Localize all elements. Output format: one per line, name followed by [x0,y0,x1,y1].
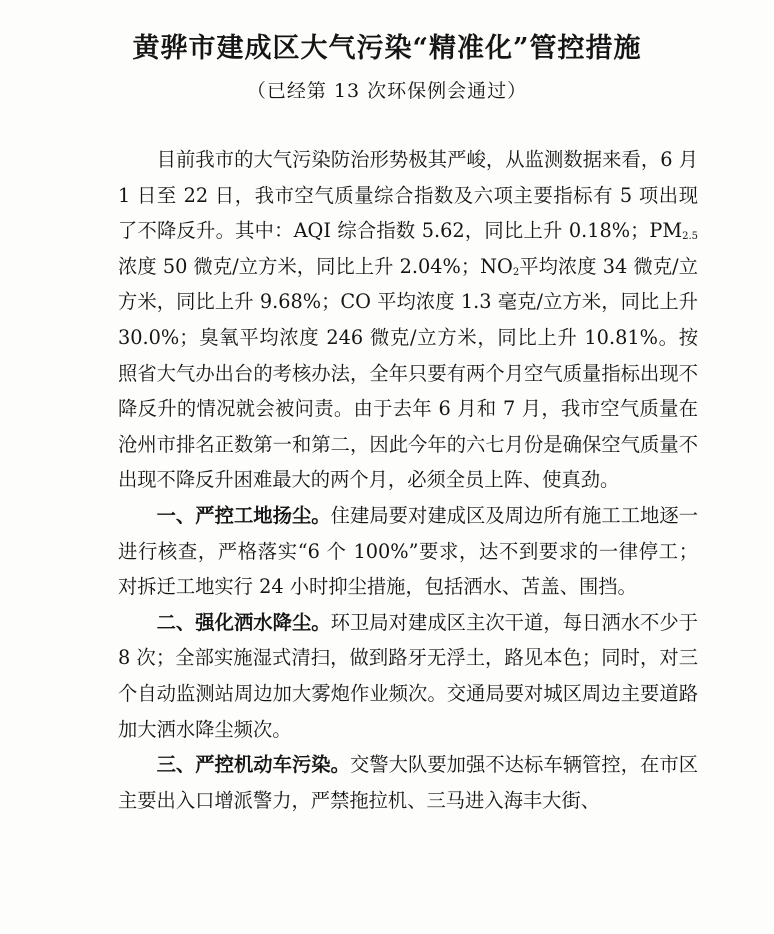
section-paragraph [118,747,698,818]
section-heading: 一、严控工地扬尘。 [156,503,331,527]
document-subtitle: （已经第 13 次环保例会通过） [246,80,528,102]
no-subscript: 2 [512,266,520,278]
intro-text-part2: 浓度 50 微克/立方米，同比上升 2.04%；NO [118,254,513,278]
section-text: 环卫局对建成区主次干道，每日洒水不少于 8 次；全部实施湿式清扫，做到路牙无浮土，路见本色；同时，对三个自动监测站周边加大雾炮作业频次。交通局要对城区周边主要道路加大洒水降尘频次。 [118,610,699,741]
section-heading: 三、严控机动车污染。 [156,753,350,777]
document-title: 黄骅市建成区大气污染“精准化”管控措施 [132,33,642,64]
intro-paragraph [118,142,698,498]
section-text: 住建局要对建成区及周边所有施工工地逐一进行核查，严格落实“6 个 100%”要求，达不到要求的一律停工；对拆迁工地实行 24 小时抑尘措施，包括洒水、苫盖、围挡。 [118,503,699,599]
document-body [118,142,698,818]
section-text: 交警大队要加强不达标车辆管控，在市区主要出入口增派警力，严禁拖拉机、三马进入海丰大街、 [118,753,699,812]
pm-subscript: 2.5 [682,231,698,243]
section-heading: 二、强化洒水降尘。 [156,610,331,634]
intro-text-part3: 平均浓度 34 微克/立方米，同比上升 9.68%；CO 平均浓度 1.3 毫克/立方米，同比上升 30.0%；臭氧平均浓度 246 微克/立方米，同比上升 10.81%。按照省大气办出台的考核办法，全年只要有两个月空气质量指标出现不降反升的情况就会被问责。由于去年 6 月和 7 月，我市空气质量在沧州市排名正数第一和第二，因此今年的六七月份是确保空气质量不出现不降反升困难最大的两个月，必须全员上阵、使真劲。 [118,254,698,492]
section-paragraph [118,498,698,605]
intro-text-part1: 目前我市的大气污染防治形势极其严峻，从监测数据来看，6 月 1 日至 22 日，我市空气质量综合指数及六项主要指标有 5 项出现了不降反升。其中：AQI 综合指数 5.62，同比上升 0.18%；PM [118,148,698,243]
section-paragraph [118,605,698,747]
